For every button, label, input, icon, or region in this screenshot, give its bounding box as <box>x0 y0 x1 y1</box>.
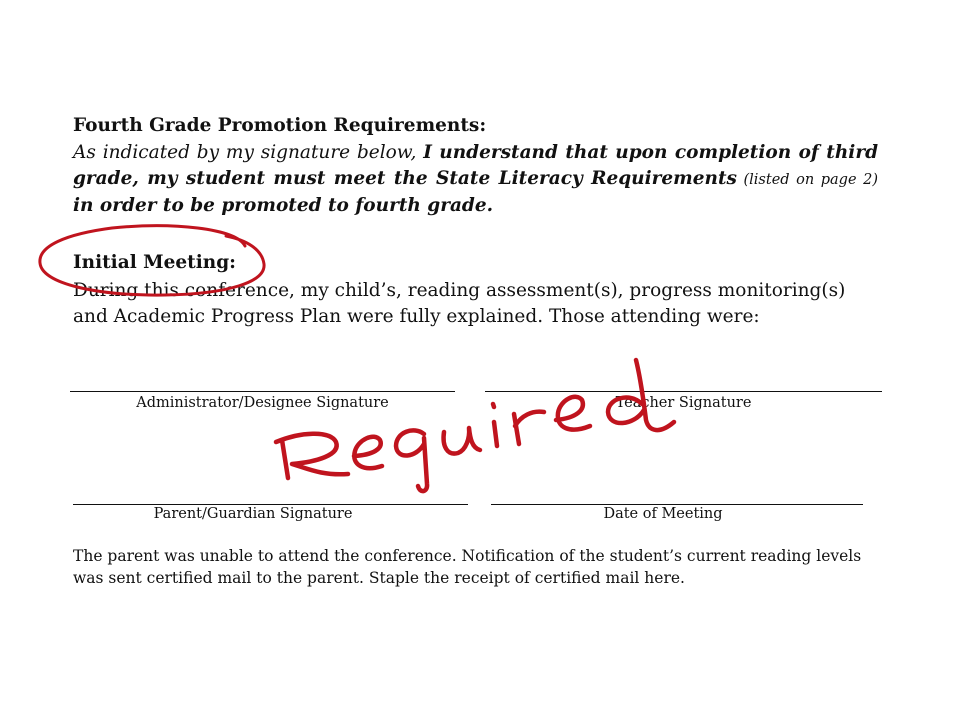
parent-signature-label: Parent/Guardian Signature <box>153 506 353 522</box>
parent-signature-line[interactable] <box>73 504 468 505</box>
handwritten-required-stamp <box>276 360 674 491</box>
administrator-signature-label: Administrator/Designee Signature <box>136 395 389 411</box>
promotion-emphasis: I understand that upon completion of third grade, my student must meet the State Literacy Requirements <box>73 142 878 189</box>
teacher-signature-line[interactable] <box>485 391 882 392</box>
meeting-date-line[interactable] <box>491 504 863 505</box>
initial-meeting-text: During this conference, my child’s, reading assessment(s), progress monitoring(s) and Academic Progress Plan were fully explained. Those attending were: <box>73 280 846 327</box>
administrator-signature-line[interactable] <box>70 391 455 392</box>
initial-meeting-heading: Initial Meeting: <box>73 252 236 273</box>
promotion-ending: in order to be promoted to fourth grade. <box>73 195 494 216</box>
promotion-intro: As indicated by my signature below, <box>73 142 424 163</box>
teacher-signature-label: Teacher Signature <box>615 395 752 411</box>
promotion-requirements-text <box>73 140 878 219</box>
certified-mail-notice: The parent was unable to attend the conference. Notification of the student’s current reading levels was sent certified mail to the parent. Staple the receipt of certified mail here. <box>73 547 862 587</box>
meeting-date-label: Date of Meeting <box>603 506 723 522</box>
promotion-page-note: (listed on page 2) <box>736 172 878 188</box>
promotion-requirements-heading: Fourth Grade Promotion Requirements: <box>73 115 487 136</box>
